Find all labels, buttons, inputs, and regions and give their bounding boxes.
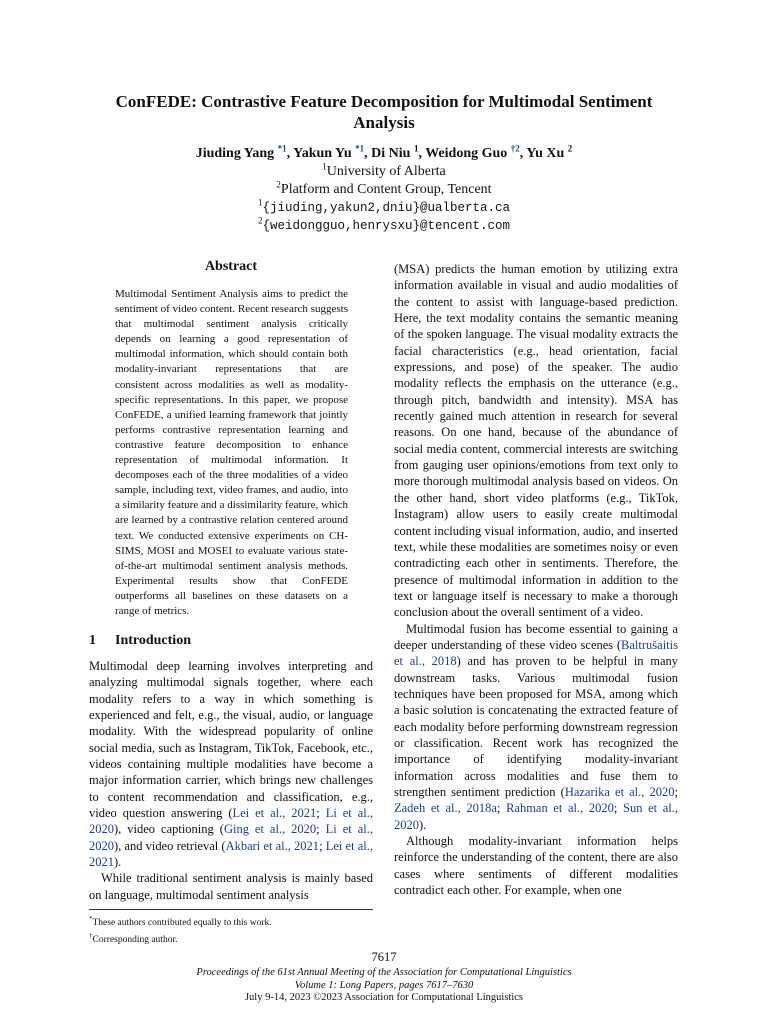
affiliation-number: 1 <box>322 161 327 172</box>
affiliation-1: $^1$University of Alberta <box>322 161 446 179</box>
section-title: Introduction <box>115 633 191 648</box>
author-mark: 2 <box>567 143 573 154</box>
abstract-text: Multimodal Sentiment Analysis aims to predict the sentiment of video content. Recent research suggests that multimodal sentiment analysis critically depends on learning a good representation of multimodal information, which should contain both modality-invariant representations that are consistent across modalities as well as modality-specific representations. In this paper, we propose ConFEDE, a unified learning framework that jointly performs contrastive representation learning and contrastive feature decomposition to enhance representation of multimodal information. It decomposes each of the three modalities of a video sample, including text, video frames, and audio, into a similarity feature and a dissimilarity feature, which are learned by a contrastive relation centered around text. We conducted extensive experiments on CH-SIMS, MOSI and MOSEI to evaluate various state-of-the-art multimodal sentiment analysis methods. Experimental results show that ConFEDE outperforms all baselines on these datasets on a range of metrics. <box>115 288 348 617</box>
citation-link[interactable]: Zadeh et al., 2018a <box>394 801 497 816</box>
citation-link[interactable]: Rahman et al., 2020 <box>506 801 614 816</box>
author-name: Jiuding Yang <box>195 146 275 161</box>
right-column <box>394 261 678 898</box>
paper-title <box>80 91 688 133</box>
author-name: Yu Xu <box>526 146 565 161</box>
author-mark: 1 <box>413 143 419 154</box>
email-2: $^2${weidongguo,henrysxu}@tencent.com <box>257 215 511 233</box>
author-name: Yakun Yu <box>293 146 352 161</box>
abstract-heading: Abstract <box>204 259 258 274</box>
paragraph: Multimodal deep learning involves interpreting and analyzing multimodal signals together, where each modality refers to a way in which something is experienced and felt, e.g., the visual, audio, or language modality. With the widespread popularity of online social media, such as Instagram, TikTok, Facebook, etc., videos containing multiple modalities have become a major information carrier, which brings new challenges to content recommendation and classification, e.g., video question answering (Lei et al., 2021; Li et al., 2020), video captioning (Ging et al., 2020; Li et al., 2020), and video retrieval (Akbari et al., 2021; Lei et al., 2021). <box>89 659 373 870</box>
proceedings-line: Proceedings of the 61st Annual Meeting of the Association for Computational Linguistics <box>196 967 572 978</box>
email-1: $^1${jiuding,yakun2,dniu}@ualberta.ca <box>257 197 511 215</box>
author-mark: *1 <box>277 143 287 154</box>
author-name: Di Niu <box>371 146 411 161</box>
footnote: †Corresponding author. <box>89 931 178 945</box>
citation-link[interactable]: Li et al., 2020 <box>89 822 373 853</box>
title-line-2: Analysis <box>353 113 415 132</box>
section-number: 1 <box>89 633 96 648</box>
proceedings-line: July 9-14, 2023 ©2023 Association for Computational Linguistics <box>244 992 524 1004</box>
citation-link[interactable]: Sun et al., 2020 <box>394 801 678 832</box>
citation-link[interactable]: Lei et al., 2021 <box>232 806 317 821</box>
paragraph: (MSA) predicts the human emotion by utilizing extra information available in visual and audio modalities of the content to assist with language-based prediction. Here, the text modality contains the semantic meaning of the spoken language. The visual modality extracts the facial characteristics (e.g., head orientation, facial expressions, and pose) of the speaker. The audio modality reflects the emphasis on the utterance (e.g., through pitch, bandwidth and intensity). MSA has recently gained much attention in research for several reasons. On one hand, because of the abundance of social media content, commercial interests are switching from gauging user opinions/emotions from text only to more thorough multimodal analysis based on videos. On the other hand, short video platforms (e.g., TikTok, Instagram) allow users to easily create multimodal content including visual information, audio, and inserted text, while these modalities are sometimes noisy or even contradicting each other in sentiments. Therefore, the presence of multimodal information in addition to the text or language itself is necessary to make a thorough conclusion about the overall sentiment of a video. <box>394 262 678 620</box>
author-name: Weidong Guo <box>425 146 508 161</box>
citation-link[interactable]: Li et al., 2020 <box>89 806 373 837</box>
affiliation-number: 2 <box>257 215 263 226</box>
citation-link[interactable]: Baltrušaitis et al., 2018 <box>394 637 678 669</box>
footnote: *These authors contributed equally to this work. <box>89 915 272 929</box>
page-number: 7617 <box>371 950 397 964</box>
author-mark: †2 <box>510 143 520 154</box>
introduction-body <box>89 658 373 903</box>
author-block <box>80 145 688 235</box>
title-line-1: ConFEDE: Contrastive Feature Decomposition for Multimodal Sentiment <box>115 92 653 111</box>
citation-link[interactable]: Akbari et al., 2021 <box>225 838 320 853</box>
citation-link[interactable]: Ging et al., 2020 <box>223 822 317 837</box>
proceedings-line: Volume 1: Long Papers, pages 7617–7630 <box>294 979 474 991</box>
citation-link[interactable]: Lei et al., 2021 <box>89 838 373 870</box>
affiliation-number: 2 <box>276 179 281 190</box>
paragraph: Multimodal fusion has become essential to gaining a deeper understanding of these video scenes (Baltrušaitis et al., 2018) and has proven to be helpful in many downstream tasks. Various multimodal fusion techniques have been proposed for MSA, among which a basic solution is concatenating the extracted feature of each modality before performing downstream regression or classification. Recent work has recognized the importance of identifying modality-invariant information across modalities and fuse them to strengthen sentiment prediction (Hazarika et al., 2020; Zadeh et al., 2018a; Rahman et al., 2020; Sun et al., 2020). <box>394 621 678 832</box>
affiliation-2: $^2$Platform and Content Group, Tencent <box>276 179 492 197</box>
paragraph: While traditional sentiment analysis is mainly based on language, multimodal sentiment analysis <box>89 871 373 902</box>
proceedings-footer <box>0 967 768 1005</box>
author-names: Jiuding Yang $^{*1}$, Yakun Yu $^{*1}$, Di Niu $^1$, Weidong Guo $^{\dagger 2}$, Yu Xu $^2$ <box>195 143 573 161</box>
affiliation-number: 1 <box>257 197 263 208</box>
author-mark: *1 <box>355 143 365 154</box>
paragraph: Although modality-invariant information helps reinforce the understanding of the content, there are also cases where sentiments of different modalities contradict each other. For example, when one <box>394 834 678 898</box>
footnotes <box>89 909 373 946</box>
section-heading-introduction <box>89 632 191 650</box>
citation-link[interactable]: Hazarika et al., 2020 <box>564 785 675 799</box>
